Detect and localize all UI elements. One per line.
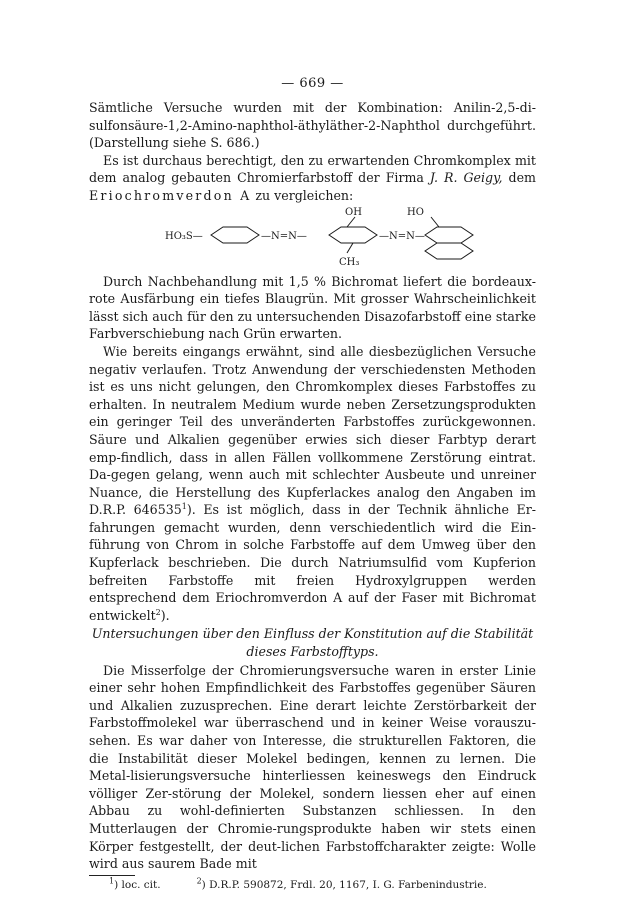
page-number: — 669 —	[281, 76, 344, 91]
oh-bond	[347, 217, 355, 227]
footnote-ref-2: 2	[155, 607, 161, 617]
oh-label: OH	[345, 206, 362, 218]
footnote-2-mark: 2	[196, 876, 202, 886]
paragraph-4-text-b: ). Es ist möglich, dass in der Technik ähnliche Er-fahrungen gemacht wurden, denn verschiedentlich wird die Ein-führung von Chrom in solche Farbstoffe auf dem Umweg über den Kupferlack beschrieben. Die durch Natriumsulfid vom Kupferion befreiten Farbstoffe mit freien Hydroxylgruppen werden entsprechend dem Eriochromverdon A auf der Faser mit Bichromat entwickelt	[89, 502, 536, 623]
azo-group-2: —N=N—	[379, 230, 425, 242]
page	[89, 76, 536, 892]
benzene-ring-1	[211, 227, 259, 243]
benzene-ring-2	[329, 227, 377, 243]
footnote-2	[196, 876, 487, 892]
ho-bond	[431, 217, 439, 227]
footnote-2-text: ) D.R.P. 590872, Frdl. 20, 1167, I. G. Farbenindustrie.	[201, 878, 487, 891]
paragraph-4-text-c: ).	[160, 607, 170, 623]
paragraph-4	[89, 343, 536, 625]
footnote-ref-1: 1	[181, 502, 187, 512]
paragraph-4-text-a: Wie bereits eingangs erwähnt, sind alle diesbezüglichen Versuche negativ verlaufen. Trotz Anwendung der verschiedensten Methoden ist es uns nicht gelungen, den Chromkomplex dieses Farbstoffes zu erhalten. In neutralem Medium wurde neben Zersetzungsprodukten ein geringer Teil des unveränderten Farbstoffes zurückgewonnen. Säure und Alkalien gegenüber erwies sich dieser Farbtyp derart emp-findlich, dass in allen Fällen vollkommene Zerstörung eintrat. Da-gegen gelang, wenn auch mit schlechter Ausbeute und unreiner Nuance, die Herstellung des Kupferlackes analog den Angaben im D.R.P. 646535	[89, 343, 536, 518]
sulfo-group: HO₃S—	[165, 230, 203, 242]
paragraph-1: Sämtliche Versuche wurden mit der Kombination: Anilin-2,5-di-sulfonsäure-1,2-Amino-naphthol-äthyläther-2-Naphthol durchgeführt. (Darstellung siehe S. 686.)	[89, 100, 536, 151]
paragraph-2-text-b: dem	[502, 170, 536, 186]
section-heading: Untersuchungen über den Einfluss der Konstitution auf die Stabilität dieses Farbstofftyps.	[91, 626, 534, 660]
methyl-label: CH₃	[339, 256, 360, 268]
azo-group-1: —N=N—	[261, 230, 307, 242]
dye-name: Eriochromverdon A	[89, 187, 252, 203]
naphthalene-ring-2	[425, 243, 473, 259]
footnote-1-mark: 1	[109, 876, 115, 886]
structural-formula	[89, 205, 536, 273]
paragraph-2-text-a: Es ist durchaus berechtigt, den zu erwartenden Chromkomplex mit dem analog gebauten Chromierfarbstoff der Firma	[89, 152, 536, 186]
paragraph-2	[89, 152, 536, 205]
paragraph-3: Durch Nachbehandlung mit 1,5 % Bichromat liefert die bordeaux-rote Ausfärbung ein tiefes Blaugrün. Mit grosser Wahrscheinlichkeit lässt sich auch für den zu untersuchenden Disazofarbstoff eine starke Farbverschiebung nach Grün erwarten.	[89, 273, 536, 342]
firm-name: J. R. Geigy,	[429, 170, 503, 186]
footnotes	[89, 876, 536, 892]
naphthalene-ring-1	[425, 227, 473, 243]
footnote-1-text: ) loc. cit.	[114, 878, 161, 891]
footnote-1	[109, 876, 161, 892]
ho-label: HO	[407, 206, 424, 218]
paragraph-2-text-c: zu vergleichen:	[251, 187, 354, 203]
methyl-bond	[347, 243, 353, 253]
formula-drawing	[89, 205, 536, 273]
paragraph-5: Die Misserfolge der Chromierungsversuche waren in erster Linie einer sehr hohen Empfindlichkeit des Farbstoffes gegenüber Säuren und Alkalien zuzusprechen. Eine derart leichte Zerstörbarkeit der Farbstoffmolekel war überraschend und in keiner Weise vorauszu-sehen. Es war daher von Interesse, die strukturellen Faktoren, die die Instabilität dieser Molekel bedingen, kennen zu lernen. Die Metal-lisierungsversuche hinterliessen keineswegs den Eindruck völliger Zer-störung der Molekel, sondern liessen eher auf einen Abbau zu wohl-definierten Substanzen schliessen. In den Mutterlaugen der Chromie-rungsprodukte haben wir stets einen Körper festgestellt, der deut-lichen Farbstoffcharakter zeigte: Wolle wird aus saurem Bade mit	[89, 662, 536, 872]
